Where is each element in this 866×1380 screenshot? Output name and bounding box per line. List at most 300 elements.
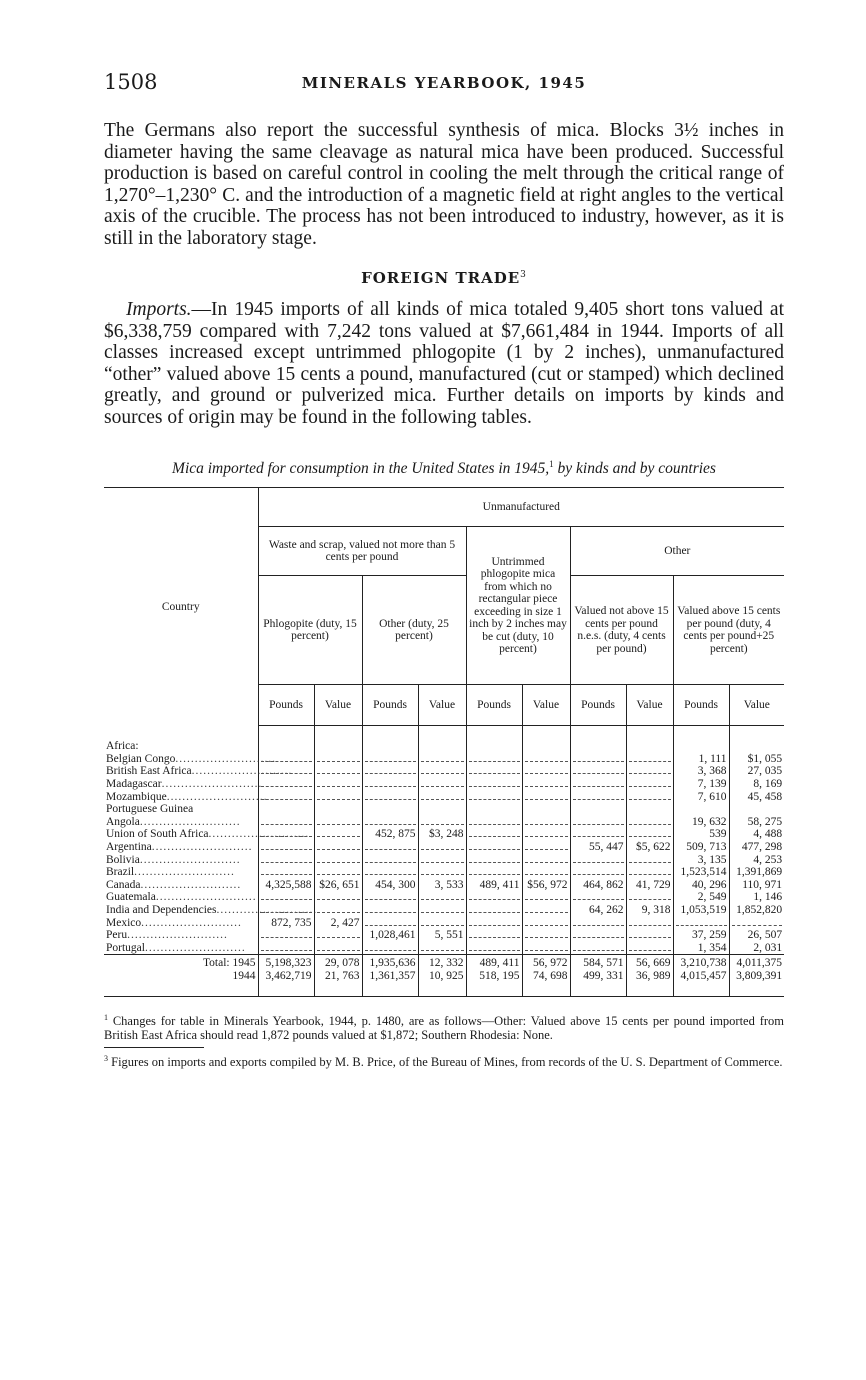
dash-leader [573, 779, 624, 787]
dash-leader [365, 779, 416, 787]
empty-cell [626, 854, 673, 867]
total-cell: 74, 698 [522, 970, 570, 983]
leader-dots: .......................... [134, 866, 235, 879]
empty-cell [418, 916, 466, 929]
dash-leader [365, 943, 416, 951]
dash-leader [469, 779, 520, 787]
dash-leader [365, 855, 416, 863]
dash-leader [629, 766, 671, 774]
spacer-row [104, 982, 784, 997]
dash-leader [573, 943, 624, 951]
country-name: Mexico [106, 916, 142, 929]
row-label [104, 891, 258, 904]
dash-leader [261, 766, 312, 774]
header-value: Value [418, 685, 466, 726]
dash-leader [365, 905, 416, 913]
empty-cell [258, 891, 314, 904]
table-cell: 539 [673, 828, 729, 841]
table-cell: 452, 875 [362, 828, 418, 841]
empty-cell [466, 916, 522, 929]
dash-leader [261, 930, 312, 938]
country-name: Peru [106, 929, 128, 942]
table-cell: 872, 735 [258, 916, 314, 929]
empty-cell [570, 753, 626, 766]
header-unmanufactured: Unmanufactured [258, 488, 784, 527]
table-cell: 110, 971 [729, 879, 784, 892]
country-name: Belgian Congo [106, 752, 176, 765]
empty-cell [522, 942, 570, 955]
dash-leader [469, 829, 520, 837]
country-name: Union of South Africa [106, 828, 209, 841]
empty-cell [522, 854, 570, 867]
empty-cell [626, 765, 673, 778]
dash-leader [525, 892, 568, 900]
dash-leader [469, 867, 520, 875]
dash-leader [317, 817, 360, 825]
dash-leader [469, 855, 520, 863]
total-cell: 3,809,391 [729, 970, 784, 983]
empty-cell [626, 891, 673, 904]
row-label [104, 942, 258, 955]
total-label: 1944 [232, 969, 256, 982]
table-row [104, 816, 784, 829]
empty-cell [626, 753, 673, 766]
table-cell: 2, 427 [314, 916, 362, 929]
empty-cell [522, 929, 570, 942]
country-name: Brazil [106, 866, 135, 879]
empty-cell [258, 816, 314, 829]
empty-cell [626, 942, 673, 955]
country-name: Portuguese Guinea [106, 803, 194, 816]
table-cell: $1, 055 [729, 753, 784, 766]
leader-dots: .......................... [166, 790, 268, 803]
empty-cell [362, 916, 418, 929]
dash-leader [469, 842, 520, 850]
dash-leader [317, 842, 360, 850]
dash-leader [421, 943, 464, 951]
empty-cell [466, 891, 522, 904]
empty-cell [626, 916, 673, 929]
dash-leader [525, 754, 568, 762]
table-row [104, 866, 784, 879]
empty-cell [418, 841, 466, 854]
dash-leader [421, 867, 464, 875]
total-cell: 56, 972 [522, 955, 570, 970]
total-row [104, 970, 784, 983]
empty-cell [466, 791, 522, 804]
total-cell: 4,011,375 [729, 955, 784, 970]
country-name: Bolivia [106, 853, 140, 866]
dash-leader [573, 918, 624, 926]
dash-leader [525, 918, 568, 926]
empty-cell [570, 866, 626, 879]
dash-leader [261, 842, 312, 850]
dash-leader [525, 867, 568, 875]
leader-dots: .......................... [151, 840, 253, 853]
total-cell: 56, 669 [626, 955, 673, 970]
dash-leader [317, 892, 360, 900]
empty-cell [258, 828, 314, 841]
row-label: Africa: [106, 740, 139, 753]
empty-cell [522, 791, 570, 804]
dash-leader [365, 766, 416, 774]
dash-leader [365, 892, 416, 900]
country-name: Argentina [106, 840, 152, 853]
header-pounds: Pounds [570, 685, 626, 726]
empty-cell [466, 816, 522, 829]
spacer-row [104, 726, 784, 741]
dash-leader [317, 855, 360, 863]
table-cell: 2, 549 [673, 891, 729, 904]
empty-cell [729, 916, 784, 929]
dash-leader [469, 943, 520, 951]
dash-leader [421, 754, 464, 762]
dash-leader [629, 817, 671, 825]
empty-cell [466, 753, 522, 766]
empty-cell [258, 854, 314, 867]
total-cell: 1,361,357 [362, 970, 418, 983]
dash-leader [732, 918, 783, 926]
dash-leader [421, 855, 464, 863]
running-head [104, 70, 784, 98]
dash-leader [469, 892, 520, 900]
table-caption [104, 456, 784, 477]
empty-cell [522, 765, 570, 778]
table-row [104, 854, 784, 867]
table-cell: 509, 713 [673, 841, 729, 854]
header-valued-not-above: Valued not above 15 cents per pound n.e.s. (duty, 4 cents per pound) [570, 576, 673, 685]
table-caption-pre: Mica imported for consumption in the United States in 1945, [172, 460, 550, 478]
total-cell: 12, 332 [418, 955, 466, 970]
dash-leader [629, 930, 671, 938]
total-row [104, 955, 784, 970]
empty-cell [314, 904, 362, 917]
footnote-1-text: Changes for table in Minerals Yearbook, 1944, p. 1480, are as follows—Other: Valued above 15 cents per pound imported from British East Africa should read 1,872 pounds valued at $1,872; Southern Rhodesia: None. [104, 1014, 784, 1043]
row-label [104, 816, 258, 829]
header-value: Value [522, 685, 570, 726]
empty-cell [418, 778, 466, 791]
table-cell: 4, 488 [729, 828, 784, 841]
empty-cell [522, 916, 570, 929]
dash-leader [629, 855, 671, 863]
total-cell: 499, 331 [570, 970, 626, 983]
empty-cell [418, 791, 466, 804]
table-cell: 477, 298 [729, 841, 784, 854]
empty-cell [258, 791, 314, 804]
dash-leader [365, 754, 416, 762]
dash-leader [317, 867, 360, 875]
row-label [104, 929, 258, 942]
total-cell: 5,198,323 [258, 955, 314, 970]
dash-leader [525, 905, 568, 913]
empty-cell [570, 929, 626, 942]
empty-cell [466, 904, 522, 917]
table-cell: 1,028,461 [362, 929, 418, 942]
dash-leader [421, 842, 464, 850]
section-heading [104, 269, 784, 287]
empty-cell [626, 791, 673, 804]
empty-cell [258, 778, 314, 791]
empty-cell [258, 765, 314, 778]
row-label [104, 803, 258, 816]
empty-cell [418, 854, 466, 867]
empty-cell [314, 791, 362, 804]
leader-dots: .......................... [139, 815, 241, 828]
table-row [104, 891, 784, 904]
dash-leader [469, 754, 520, 762]
row-label [104, 854, 258, 867]
dash-leader [469, 905, 520, 913]
empty-cell [314, 753, 362, 766]
empty-cell [522, 904, 570, 917]
section-heading-text: FOREIGN TRADE [361, 269, 521, 287]
empty-cell [258, 753, 314, 766]
dash-leader [421, 766, 464, 774]
dash-leader [317, 792, 360, 800]
dash-leader [261, 754, 312, 762]
dash-leader [525, 855, 568, 863]
table-cell: 454, 300 [362, 879, 418, 892]
empty-cell [418, 765, 466, 778]
dash-leader [317, 930, 360, 938]
dash-leader [261, 892, 312, 900]
empty-cell [314, 816, 362, 829]
table-row [104, 916, 784, 929]
table-cell: 1, 354 [673, 942, 729, 955]
table-cell: 58, 275 [729, 816, 784, 829]
header-other-scrap: Other (duty, 25 percent) [362, 576, 466, 685]
empty-cell [362, 753, 418, 766]
dash-leader [317, 905, 360, 913]
row-label [104, 752, 277, 766]
leader-dots: .......................... [140, 878, 242, 891]
empty-cell [626, 929, 673, 942]
empty-cell [258, 904, 314, 917]
table-caption-footnote-mark: 1 [549, 459, 554, 469]
footnote-3-mark: 3 [104, 1053, 108, 1063]
empty-cell [570, 828, 626, 841]
total-cell: 29, 078 [314, 955, 362, 970]
header-valued-above: Valued above 15 cents per pound (duty, 4 cents per pound+25 percent) [673, 576, 784, 685]
header-country: Country [161, 600, 200, 613]
empty-cell [418, 866, 466, 879]
imports-text: —In 1945 imports of all kinds of mica totaled 9,405 short tons valued at $6,338,759 compared with 7,242 tons valued at $7,661,484 in 1944. Imports of all classes increased except untrimmed phlogopite (1 by 2 inches), unmanufactured “other” valued above 15 cents a pound, manufactured (cut or stamped) which declined greatly, and ground or pulverized mica. Further details on imports by kinds and sources of origin may be found in the following tables. [104, 299, 784, 428]
dash-leader [525, 829, 568, 837]
country-name: British East Africa [106, 765, 192, 778]
empty-cell [362, 765, 418, 778]
empty-cell [626, 778, 673, 791]
dash-leader [573, 930, 624, 938]
empty-cell [362, 778, 418, 791]
dash-leader [261, 829, 312, 837]
empty-cell [570, 854, 626, 867]
table-cell: 5, 551 [418, 929, 466, 942]
table-cell: 41, 729 [626, 879, 673, 892]
empty-cell [570, 765, 626, 778]
dash-leader [469, 766, 520, 774]
dash-leader [261, 867, 312, 875]
dash-leader [469, 918, 520, 926]
empty-cell [314, 942, 362, 955]
row-label [104, 916, 258, 929]
leader-dots: .......................... [139, 853, 241, 866]
table-cell: 3, 368 [673, 765, 729, 778]
table-cell: $56, 972 [522, 879, 570, 892]
dash-leader [365, 918, 416, 926]
row-label [104, 777, 263, 791]
footnote-1-mark: 1 [104, 1013, 108, 1023]
header-value: Value [626, 685, 673, 726]
table-cell: 464, 862 [570, 879, 626, 892]
table-cell: 3, 135 [673, 854, 729, 867]
empty-cell [522, 841, 570, 854]
dash-leader [525, 842, 568, 850]
table-cell: $5, 622 [626, 841, 673, 854]
leader-dots: .......................... [175, 752, 277, 765]
empty-cell [570, 791, 626, 804]
table-row [104, 740, 784, 753]
empty-cell [466, 828, 522, 841]
dash-leader [573, 817, 624, 825]
empty-cell [418, 816, 466, 829]
dash-leader [421, 918, 464, 926]
empty-cell [522, 753, 570, 766]
row-label [104, 828, 310, 841]
table-cell: 1,391,869 [729, 866, 784, 879]
country-name: Portugal [106, 941, 145, 954]
table-row [104, 929, 784, 942]
table-cell: 37, 259 [673, 929, 729, 942]
table-cell: 64, 262 [570, 904, 626, 917]
dash-leader [629, 792, 671, 800]
empty-cell [418, 891, 466, 904]
running-title: MINERALS YEARBOOK, 1945 [301, 74, 587, 92]
table-cell: 1, 111 [673, 753, 729, 766]
dash-leader [525, 930, 568, 938]
table-cell: 9, 318 [626, 904, 673, 917]
dash-leader [365, 792, 416, 800]
table-cell: $26, 651 [314, 879, 362, 892]
total-cell: 489, 411 [466, 955, 522, 970]
dash-leader [573, 829, 624, 837]
dash-leader [261, 817, 312, 825]
dash-leader [317, 754, 360, 762]
empty-cell [362, 816, 418, 829]
dash-leader [629, 754, 671, 762]
empty-cell [466, 929, 522, 942]
dash-leader [629, 829, 671, 837]
dash-leader [261, 855, 312, 863]
empty-cell [570, 942, 626, 955]
table-cell: 4, 253 [729, 854, 784, 867]
table-row [104, 791, 784, 804]
dash-leader [421, 817, 464, 825]
table-row [104, 803, 784, 816]
header-value: Value [729, 685, 784, 726]
table-cell: 3, 533 [418, 879, 466, 892]
header-waste-scrap: Waste and scrap, valued not more than 5 cents per pound [258, 527, 466, 576]
table-cell: 7, 139 [673, 778, 729, 791]
dash-leader [629, 918, 671, 926]
footnote-rule [104, 1047, 204, 1048]
empty-cell [626, 866, 673, 879]
dash-leader [629, 867, 671, 875]
dash-leader [629, 779, 671, 787]
empty-cell [418, 904, 466, 917]
total-label: Total: 1945 [104, 955, 258, 970]
paragraph-imports [104, 299, 784, 428]
empty-cell [362, 904, 418, 917]
header-pounds: Pounds [362, 685, 418, 726]
dash-leader [469, 817, 520, 825]
dash-leader [573, 766, 624, 774]
total-cell: 1,935,636 [362, 955, 418, 970]
empty-cell [673, 916, 729, 929]
empty-cell [466, 778, 522, 791]
dash-leader [573, 892, 624, 900]
country-name: Angola [106, 815, 140, 828]
total-cell: 21, 763 [314, 970, 362, 983]
table-row [104, 828, 784, 841]
header-pounds: Pounds [466, 685, 522, 726]
empty-cell [466, 841, 522, 854]
dash-leader [629, 892, 671, 900]
dash-leader [365, 842, 416, 850]
dash-leader [317, 943, 360, 951]
total-cell: 4,015,457 [673, 970, 729, 983]
table-cell: 8, 169 [729, 778, 784, 791]
table-cell: 27, 035 [729, 765, 784, 778]
total-cell: 518, 195 [466, 970, 522, 983]
table-cell: 55, 447 [570, 841, 626, 854]
table-row [104, 778, 784, 791]
empty-cell [626, 816, 673, 829]
table-cell: 26, 507 [729, 929, 784, 942]
dash-leader [261, 943, 312, 951]
dash-leader [525, 817, 568, 825]
dash-leader [573, 867, 624, 875]
page-number: 1508 [104, 70, 158, 94]
footnote-3-text: Figures on imports and exports compiled by M. B. Price, of the Bureau of Mines, from records of the U. S. Department of Commerce. [111, 1054, 783, 1069]
dash-leader [525, 792, 568, 800]
total-cell: 3,210,738 [673, 955, 729, 970]
empty-cell [522, 866, 570, 879]
dash-leader [421, 905, 464, 913]
dash-leader [365, 867, 416, 875]
country-name: Madagascar [106, 777, 162, 790]
dash-leader [317, 766, 360, 774]
empty-cell [570, 891, 626, 904]
dash-leader [629, 943, 671, 951]
table-cell: 2, 031 [729, 942, 784, 955]
table-row [104, 753, 784, 766]
header-untrimmed-phlogopite: Untrimmed phlogopite mica from which no rectangular piece exceeding in size 1 inch by 2 inches may be cut (duty, 10 percent) [466, 527, 570, 685]
empty-cell [466, 942, 522, 955]
empty-cell [258, 866, 314, 879]
table-cell: 1,852,820 [729, 904, 784, 917]
table-cell: 40, 296 [673, 879, 729, 892]
empty-cell [314, 854, 362, 867]
empty-cell [314, 841, 362, 854]
empty-cell [314, 866, 362, 879]
header-pounds: Pounds [258, 685, 314, 726]
footnote-1 [104, 1011, 784, 1042]
empty-cell [314, 828, 362, 841]
empty-cell [466, 765, 522, 778]
dash-leader [365, 817, 416, 825]
leader-dots: .......................... [216, 903, 318, 916]
table-cell: 45, 458 [729, 791, 784, 804]
